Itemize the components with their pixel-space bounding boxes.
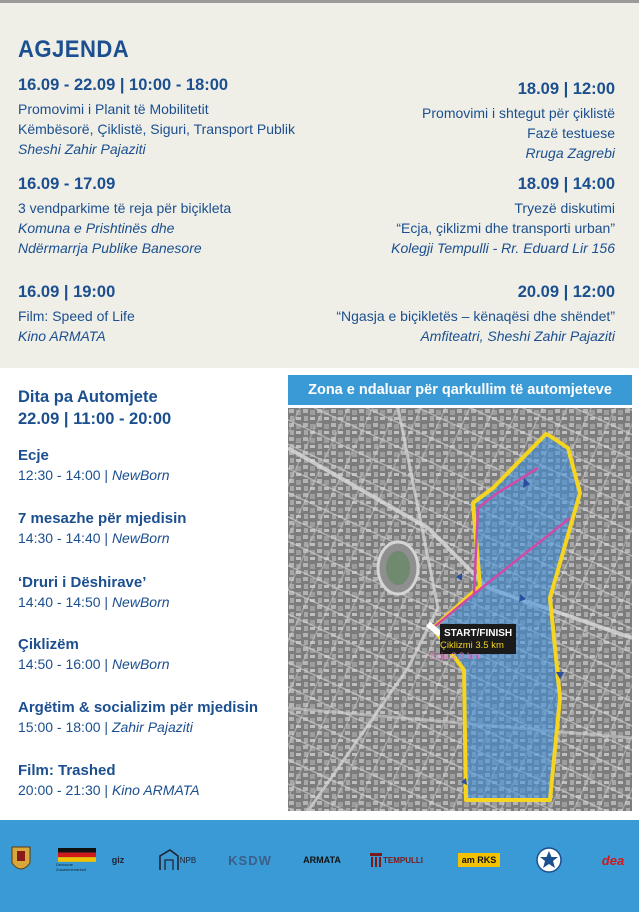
- armata-icon: ARMATA: [303, 855, 341, 865]
- activity-name: Argëtim & socializim për mjedisin: [18, 699, 259, 716]
- agenda-event: [18, 282, 135, 346]
- walking-distance-label: Ecja 2.3 km: [430, 651, 480, 662]
- tempulli-icon: [366, 840, 426, 880]
- activity-time: 14:40 - 14:50 |: [18, 594, 109, 610]
- event-place: Kino ARMATA: [18, 328, 106, 344]
- activity-item: [18, 761, 200, 800]
- activity-host: NewBorn: [111, 467, 170, 483]
- municipality-seal-icon: [8, 840, 34, 880]
- event-date: 16.09 - 17.09: [18, 175, 116, 193]
- activity-host: NewBorn: [111, 530, 170, 546]
- event-subtitle: Këmbësorë, Çiklistë, Siguri, Transport Publik: [18, 121, 295, 137]
- event-title: “Ngasja e biçikletës – kënaqësi dhe shëndet”: [336, 308, 615, 324]
- ksdw-icon: KSDW: [228, 852, 272, 868]
- activity-item: [18, 446, 170, 485]
- german-cooperation-text: Deutsche Zusammenarbeit: [56, 862, 87, 872]
- activity-name: Film: Trashed: [18, 762, 116, 779]
- activity-time: 20:00 - 21:30 |: [18, 782, 109, 798]
- program-title: Dita pa Automjete: [18, 388, 158, 406]
- activity-item: [18, 635, 170, 674]
- event-place: Komuna e Prishtinës dhe: [18, 220, 175, 236]
- giz-icon: giz: [111, 855, 125, 865]
- event-date: 16.09 | 19:00: [18, 283, 116, 301]
- event-title: 3 vendparkime të reja për biçikleta: [18, 200, 232, 216]
- activity-host: Zahir Pajaziti: [111, 719, 193, 735]
- agenda-event: [18, 174, 231, 258]
- amrks-icon: [457, 840, 501, 880]
- event-title: Promovimi i shtegut për çiklistë: [422, 105, 615, 121]
- event-date: 18.09 | 14:00: [517, 175, 615, 193]
- event-title: Film: Speed of Life: [18, 308, 135, 324]
- event-place: Sheshi Zahir Pajaziti: [18, 141, 146, 157]
- program-date: 22.09 | 11:00 - 20:00: [18, 410, 172, 428]
- activity-host: Kino ARMATA: [111, 782, 200, 798]
- agenda-section: [0, 0, 639, 368]
- agenda-event: [422, 79, 615, 163]
- activity-time: 15:00 - 18:00 |: [18, 719, 109, 735]
- event-subtitle: “Ecja, çiklizmi dhe transporti urban”: [396, 220, 615, 236]
- activity-time: 14:50 - 16:00 |: [18, 656, 109, 672]
- activity-time: 14:30 - 14:40 |: [18, 530, 109, 546]
- agenda-event: [336, 282, 615, 346]
- event-place: Amfiteatri, Sheshi Zahir Pajaziti: [420, 328, 615, 344]
- activity-name: Ecje: [18, 447, 49, 464]
- event-place: Ndërmarrja Publike Banesore: [18, 240, 202, 256]
- event-date: 18.09 | 12:00: [517, 80, 615, 98]
- activity-item: [18, 573, 170, 612]
- event-place: Rruga Zagrebi: [525, 145, 615, 161]
- agenda-title: AGJENDA: [18, 36, 130, 63]
- map-graphic: [288, 408, 632, 811]
- npb-icon: [154, 840, 200, 880]
- event-title: Promovimi i Planit të Mobilitetit: [18, 101, 209, 117]
- german-cooperation-icon: [56, 840, 98, 880]
- police-badge-icon: [534, 840, 564, 880]
- event-date: 16.09 - 22.09 | 10:00 - 18:00: [18, 76, 229, 94]
- event-subtitle: Fazë testuese: [527, 125, 615, 141]
- map-header: Zona e ndaluar për qarkullim të automjeteve: [288, 375, 632, 405]
- activity-item: [18, 509, 186, 548]
- dea-icon: dea: [601, 852, 625, 868]
- activity-host: NewBorn: [111, 594, 170, 610]
- activity-host: NewBorn: [111, 656, 170, 672]
- agenda-event: [391, 174, 615, 258]
- event-title: Tryezë diskutimi: [514, 200, 615, 216]
- activity-item: [18, 698, 258, 737]
- route-map: [288, 408, 632, 811]
- event-place: Kolegji Tempulli - Rr. Eduard Lir 156: [391, 240, 615, 256]
- event-date: 20.09 | 12:00: [517, 283, 615, 301]
- activity-name: ‘Druri i Dëshirave’: [18, 574, 147, 591]
- activity-time: 12:30 - 14:00 |: [18, 467, 109, 483]
- amrks-text: am RKS: [458, 853, 501, 867]
- car-free-day-program: [0, 368, 288, 820]
- activity-name: 7 mesazhe për mjedisin: [18, 510, 187, 527]
- npb-text: NPB: [179, 855, 197, 865]
- activity-name: Çiklizëm: [18, 636, 79, 653]
- agenda-event: [18, 75, 295, 159]
- start-finish-label: START/FINISH: [444, 628, 513, 639]
- tempulli-text: TEMPULLI: [383, 855, 423, 865]
- cycling-distance-label: Çiklizmi 3.5 km: [440, 640, 504, 651]
